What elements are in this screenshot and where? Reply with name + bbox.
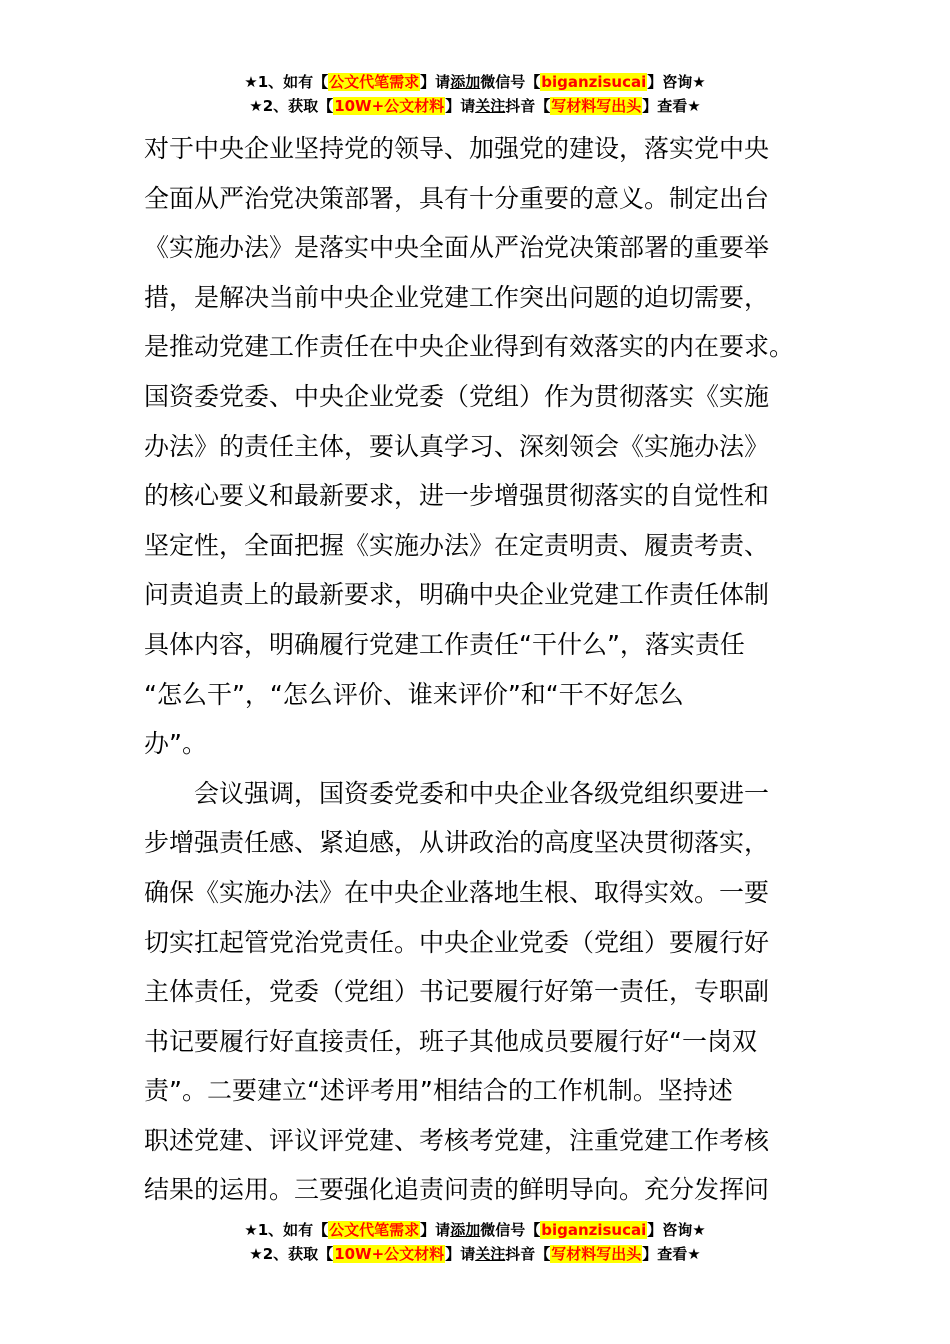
banner-text: 微信号【 xyxy=(480,1221,541,1239)
paragraph-2 xyxy=(144,769,794,1215)
banner-text: 微信号【 xyxy=(480,73,541,91)
text-line: 的核心要义和最新要求，进一步增强贯彻落实的自觉性和 xyxy=(144,481,770,511)
footer-banner xyxy=(0,1218,950,1266)
text-line: 具体内容，明确履行党建工作责任“干什么”，落实责任 xyxy=(144,629,745,659)
body-text xyxy=(144,124,794,1215)
underlined-text: 添加 xyxy=(450,73,481,91)
banner-line-2 xyxy=(0,94,950,118)
banner-text: 】咨询★ xyxy=(647,73,706,91)
text-line: 办”。 xyxy=(144,729,207,759)
text-line: 坚定性，全面把握《实施办法》在定责明责、履责考责、 xyxy=(144,530,770,560)
text-line: 主体责任，党委（党组）书记要履行好第一责任，专职副 xyxy=(144,977,770,1007)
text-line: 国资委党委、中央企业党委（党组）作为贯彻落实《实施 xyxy=(144,381,770,411)
banner-text: ★1、如有【 xyxy=(244,73,329,91)
text-line: 书记要履行好直接责任，班子其他成员要履行好“一岗双 xyxy=(144,1026,757,1056)
highlight-douyin-id: 写材料写出头 xyxy=(551,97,642,115)
text-line: 切实扛起管党治党责任。中央企业党委（党组）要履行好 xyxy=(144,927,770,957)
banner-text: 抖音【 xyxy=(505,1245,551,1263)
text-line: “怎么干”，“怎么评价、谁来评价”和“干不好怎么 xyxy=(144,679,684,709)
header-banner xyxy=(0,70,950,118)
highlight-materials: 10W+公文材料 xyxy=(334,1245,445,1263)
text-line: 是推动党建工作责任在中央企业得到有效落实的内在要求。 xyxy=(144,332,795,362)
text-line: 办法》的责任主体，要认真学习、深刻领会《实施办法》 xyxy=(144,431,770,461)
banner-text: 抖音【 xyxy=(505,97,551,115)
banner-text: ★2、获取【 xyxy=(249,97,334,115)
highlight-service: 公文代笔需求 xyxy=(329,73,420,91)
highlight-douyin-id: 写材料写出头 xyxy=(551,1245,642,1263)
banner-text: 】请 xyxy=(420,1221,451,1239)
text-line: 确保《实施办法》在中央企业落地生根、取得实效。一要 xyxy=(144,877,770,907)
text-line: 全面从严治党决策部署，具有十分重要的意义。制定出台 xyxy=(144,183,770,213)
banner-text: 】查看★ xyxy=(642,1245,701,1263)
banner-text: ★1、如有【 xyxy=(244,1221,329,1239)
highlight-wechat-id: biganzisucai xyxy=(541,73,647,91)
banner-text: 】查看★ xyxy=(642,97,701,115)
banner-text: ★2、获取【 xyxy=(249,1245,334,1263)
banner-line-1 xyxy=(0,70,950,94)
banner-text: 】咨询★ xyxy=(647,1221,706,1239)
banner-text: 】请 xyxy=(445,1245,476,1263)
text-line: 结果的运用。三要强化追责问责的鲜明导向。充分发挥问 xyxy=(144,1175,770,1205)
text-line: 步增强责任感、紧迫感，从讲政治的高度坚决贯彻落实， xyxy=(144,828,770,858)
banner-text: 】请 xyxy=(445,97,476,115)
text-line: 责”。二要建立“述评考用”相结合的工作机制。坚持述 xyxy=(144,1076,733,1106)
underlined-text: 关注 xyxy=(475,1245,506,1263)
text-line: 对于中央企业坚持党的领导、加强党的建设，落实党中央 xyxy=(144,134,770,163)
text-line: 会议强调，国资委党委和中央企业各级党组织要进一 xyxy=(144,778,770,808)
banner-line-1 xyxy=(0,1218,950,1242)
text-line: 职述党建、评议评党建、考核考党建，注重党建工作考核 xyxy=(144,1125,770,1155)
text-line: 《实施办法》是落实中央全面从严治党决策部署的重要举 xyxy=(144,233,770,263)
text-line: 问责追责上的最新要求，明确中央企业党建工作责任体制 xyxy=(144,580,770,610)
highlight-wechat-id: biganzisucai xyxy=(541,1221,647,1239)
paragraph-1 xyxy=(144,124,794,769)
banner-line-2 xyxy=(0,1242,950,1266)
banner-text: 】请 xyxy=(420,73,451,91)
underlined-text: 添加 xyxy=(450,1221,481,1239)
underlined-text: 关注 xyxy=(475,97,506,115)
highlight-materials: 10W+公文材料 xyxy=(334,97,445,115)
highlight-service: 公文代笔需求 xyxy=(329,1221,420,1239)
text-line: 措，是解决当前中央企业党建工作突出问题的迫切需要， xyxy=(144,282,770,312)
